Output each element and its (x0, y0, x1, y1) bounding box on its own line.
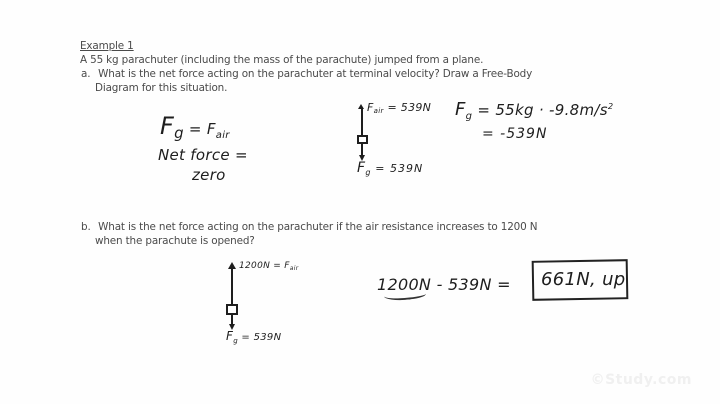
hand-fg-equals-fair: Fg = Fair (160, 112, 230, 142)
fbd-a-fg-label: $F_g = 539N$ (357, 160, 424, 177)
hand-net-force-zero: zero (192, 166, 226, 184)
question-a-text: What is the net force acting on the parachuter at terminal velocity? Draw a Free-Body (98, 68, 533, 80)
hand-net-force-label: Net force = (158, 146, 248, 164)
hand-fg-result: = -539N (482, 126, 548, 142)
fbd-b-fair-label: $1200N = F_{air}$ (239, 261, 299, 272)
question-a-label: a. (81, 68, 91, 80)
question-a-line1 (81, 67, 532, 81)
fbd-b-body-box (226, 304, 238, 315)
problem-intro: A 55 kg parachuter (including the mass of the parachute) jumped from a plane. (80, 54, 484, 66)
fbd-a-upward-force-line (361, 109, 363, 137)
fbd-b-up-arrow-icon (228, 262, 236, 269)
hand-fg-calculation: $F_g = 55kg \cdot -9.8m/s^2$ (455, 99, 614, 122)
hand-final-answer: 661N, up (541, 269, 626, 290)
question-b-text: What is the net force acting on the parachuter if the air resistance increases to 1200 N (98, 221, 538, 233)
study-com-watermark: ©Study.com (590, 372, 692, 388)
fbd-a-up-arrow-icon (358, 104, 364, 109)
hand-net-force-equation: 1200N - 539N = (377, 275, 511, 294)
fbd-a-fair-label: Fair = 539N (367, 101, 432, 115)
question-b-line2: when the parachute is opened? (95, 235, 255, 247)
fbd-a-body-box (357, 135, 368, 144)
question-a-line2: Diagram for this situation. (95, 82, 228, 94)
question-b-label: b. (81, 221, 91, 233)
question-b-line1 (81, 220, 537, 234)
example-title: Example 1 (80, 40, 134, 52)
fbd-b-fg-label: $F_g = 539N$ (226, 329, 282, 345)
fbd-b-upward-force-line (231, 268, 233, 306)
